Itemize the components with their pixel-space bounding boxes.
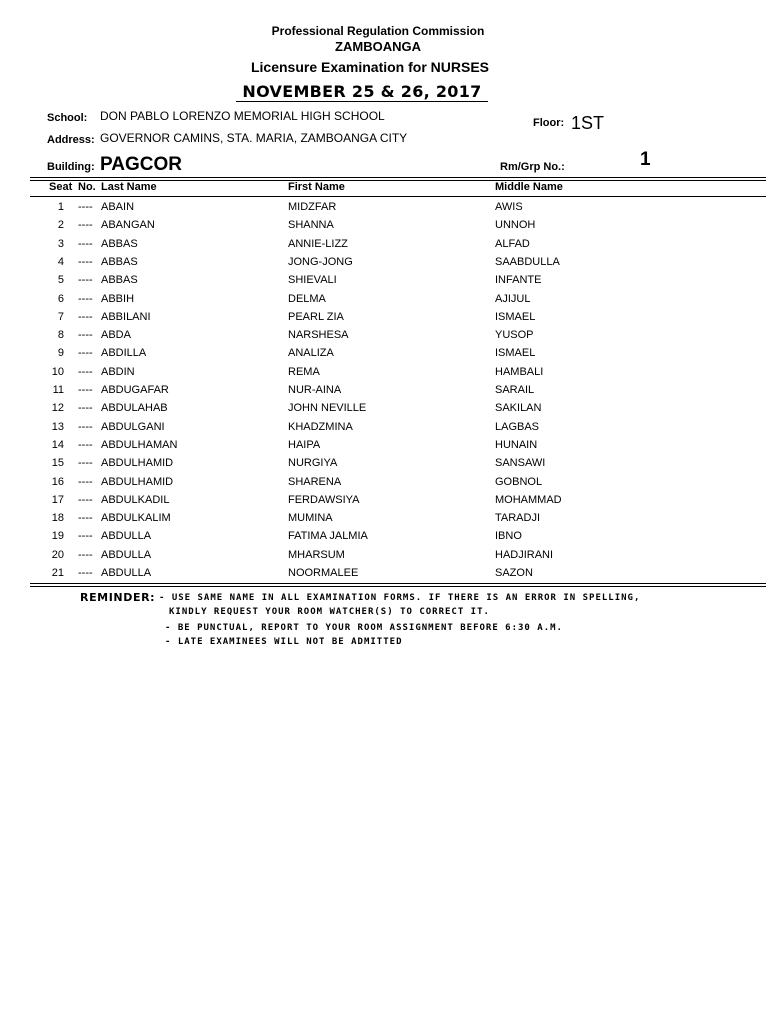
no-cell: ----	[78, 420, 93, 433]
seat-cell: 4	[57, 255, 64, 268]
address-label: Address:	[47, 134, 95, 146]
table-row	[0, 494, 768, 512]
floor-label: Floor:	[533, 117, 565, 129]
seat-cell: 3	[57, 237, 64, 250]
seat-cell: 17	[51, 493, 64, 506]
first-name-cell: MUMINA	[288, 512, 333, 525]
col-header-no: No.	[78, 181, 96, 193]
table-row	[0, 256, 768, 274]
reminder-line-1: - USE SAME NAME IN ALL EXAMINATION FORMS. IF THERE IS AN ERROR IN SPELLING,	[159, 593, 641, 603]
seat-cell: 12	[51, 402, 64, 415]
middle-name-cell: SAKILAN	[495, 402, 542, 415]
last-name-cell: ABDULGANI	[101, 420, 165, 433]
last-name-cell: ABDULKALIM	[101, 512, 171, 525]
org-name: Professional Regulation Commission	[271, 24, 485, 38]
table-row	[0, 402, 768, 420]
table-row	[0, 476, 768, 494]
first-name-cell: NARSHESA	[288, 329, 349, 342]
last-name-cell: ABDULHAMID	[101, 457, 174, 470]
building-label: Building:	[47, 161, 95, 173]
room-value: 1	[640, 149, 651, 170]
last-name-cell: ABDULLA	[101, 530, 152, 543]
seat-cell: 2	[57, 219, 64, 232]
table-row	[0, 219, 768, 237]
no-cell: ----	[78, 402, 93, 415]
table-row	[0, 311, 768, 329]
table-row	[0, 366, 768, 384]
last-name-cell: ABANGAN	[101, 219, 155, 232]
middle-name-cell: SAZON	[495, 567, 533, 579]
first-name-cell: FERDAWSIYA	[288, 493, 360, 506]
table-row	[0, 512, 768, 530]
first-name-cell: SHARENA	[288, 475, 342, 488]
first-name-cell: NUR-AINA	[288, 384, 342, 396]
reminder-line-2: KINDLY REQUEST YOUR ROOM WATCHER(S) TO CORRECT IT.	[169, 607, 490, 617]
table-bottom-rule-2	[30, 586, 766, 587]
table-row	[0, 439, 768, 457]
table-bottom-rule	[30, 583, 766, 584]
middle-name-cell: TARADJI	[495, 512, 541, 525]
middle-name-cell: ALFAD	[495, 237, 530, 250]
middle-name-cell: HADJIRANI	[495, 548, 554, 561]
table-row	[0, 384, 768, 402]
school-value: DON PABLO LORENZO MEMORIAL HIGH SCHOOL	[100, 109, 385, 123]
last-name-cell: ABDULHAMAN	[101, 438, 178, 451]
first-name-cell: ANNIE-LIZZ	[288, 237, 348, 250]
no-cell: ----	[78, 219, 93, 232]
no-cell: ----	[78, 292, 93, 305]
seat-cell: 15	[51, 457, 64, 470]
building-value: PAGCOR	[100, 154, 182, 175]
col-header-first-name: First Name	[288, 181, 345, 193]
first-name-cell: DELMA	[288, 292, 326, 305]
exam-title: Licensure Examination for NURSES	[250, 59, 490, 75]
last-name-cell: ABDILLA	[101, 347, 147, 360]
first-name-cell: MHARSUM	[288, 548, 345, 561]
no-cell: ----	[78, 347, 93, 360]
first-name-cell: SHANNA	[288, 219, 334, 232]
seat-cell: 8	[57, 329, 64, 342]
seat-cell: 19	[51, 530, 64, 543]
last-name-cell: ABDIN	[101, 365, 135, 378]
first-name-cell: NOORMALEE	[288, 567, 359, 579]
date-underline	[236, 101, 488, 102]
middle-name-cell: SARAIL	[495, 384, 535, 396]
reminder-label: REMINDER:	[80, 591, 156, 604]
middle-name-cell: SAABDULLA	[495, 255, 560, 268]
seat-cell: 21	[51, 567, 64, 579]
seat-cell: 7	[57, 310, 64, 323]
middle-name-cell: AJIJUL	[495, 292, 531, 305]
first-name-cell: FATIMA JALMIA	[288, 530, 368, 543]
no-cell: ----	[78, 274, 93, 287]
reminder-line-4: - LATE EXAMINEES WILL NOT BE ADMITTED	[165, 637, 403, 647]
exam-date: NOVEMBER 25 & 26, 2017	[242, 82, 482, 101]
seat-cell: 18	[51, 512, 64, 525]
last-name-cell: ABDULLA	[101, 567, 152, 579]
last-name-cell: ABBIH	[101, 292, 135, 305]
col-header-last-name: Last Name	[101, 181, 157, 193]
middle-name-cell: GOBNOL	[495, 475, 543, 488]
school-label: School:	[47, 112, 88, 124]
table-row	[0, 329, 768, 347]
first-name-cell: KHADZMINA	[288, 420, 353, 433]
middle-name-cell: HAMBALI	[495, 365, 544, 378]
seat-cell: 6	[57, 292, 64, 305]
middle-name-cell: ISMAEL	[495, 310, 536, 323]
no-cell: ----	[78, 475, 93, 488]
middle-name-cell: AWIS	[495, 201, 523, 213]
first-name-cell: SHIEVALI	[288, 274, 337, 287]
last-name-cell: ABBAS	[101, 237, 138, 250]
col-header-seat: Seat	[49, 181, 73, 193]
first-name-cell: REMA	[288, 365, 320, 378]
no-cell: ----	[78, 530, 93, 543]
table-row	[0, 530, 768, 548]
last-name-cell: ABDULKADIL	[101, 493, 170, 506]
first-name-cell: ANALIZA	[288, 347, 334, 360]
no-cell: ----	[78, 237, 93, 250]
first-name-cell: HAIPA	[288, 438, 321, 451]
no-cell: ----	[78, 512, 93, 525]
middle-name-cell: UNNOH	[495, 219, 536, 232]
seat-cell: 10	[51, 365, 64, 378]
no-cell: ----	[78, 493, 93, 506]
seat-cell: 11	[52, 384, 64, 396]
first-name-cell: NURGIYA	[288, 457, 338, 470]
last-name-cell: ABDA	[101, 329, 131, 342]
no-cell: ----	[78, 567, 93, 579]
first-name-cell: PEARL ZIA	[288, 310, 344, 323]
last-name-cell: ABBAS	[101, 255, 138, 268]
header-bottom-rule	[30, 196, 766, 197]
no-cell: ----	[78, 201, 93, 213]
last-name-cell: ABDUGAFAR	[101, 384, 169, 396]
seat-cell: 1	[57, 201, 64, 213]
middle-name-cell: HUNAIN	[495, 438, 538, 451]
table-row	[0, 238, 768, 256]
last-name-cell: ABBILANI	[101, 310, 151, 323]
no-cell: ----	[78, 457, 93, 470]
no-cell: ----	[78, 365, 93, 378]
last-name-cell: ABBAS	[101, 274, 138, 287]
table-row	[0, 347, 768, 365]
middle-name-cell: LAGBAS	[495, 420, 540, 433]
last-name-cell: ABDULLA	[101, 548, 152, 561]
no-cell: ----	[78, 384, 93, 396]
seat-cell: 14	[51, 438, 64, 451]
table-row	[0, 457, 768, 475]
table-row	[0, 421, 768, 439]
floor-value: 1ST	[571, 113, 605, 133]
no-cell: ----	[78, 329, 93, 342]
first-name-cell: MIDZFAR	[288, 201, 337, 213]
last-name-cell: ABAIN	[101, 201, 135, 213]
middle-name-cell: YUSOP	[495, 329, 534, 342]
seat-cell: 9	[57, 347, 64, 360]
no-cell: ----	[78, 310, 93, 323]
middle-name-cell: MOHAMMAD	[495, 493, 562, 506]
table-row	[0, 549, 768, 567]
first-name-cell: JOHN NEVILLE	[288, 402, 367, 415]
table-row	[0, 201, 768, 219]
no-cell: ----	[78, 438, 93, 451]
no-cell: ----	[78, 548, 93, 561]
middle-name-cell: IBNO	[495, 530, 522, 543]
middle-name-cell: ISMAEL	[495, 347, 536, 360]
table-row	[0, 274, 768, 292]
no-cell: ----	[78, 255, 93, 268]
last-name-cell: ABDULAHAB	[101, 402, 168, 415]
seat-cell: 13	[51, 420, 64, 433]
room-label: Rm/Grp No.:	[500, 161, 565, 173]
reminder-line-3: - BE PUNCTUAL, REPORT TO YOUR ROOM ASSIGNMENT BEFORE 6:30 A.M.	[165, 623, 563, 633]
middle-name-cell: SANSAWI	[495, 457, 546, 470]
middle-name-cell: INFANTE	[495, 274, 542, 287]
last-name-cell: ABDULHAMID	[101, 475, 174, 488]
first-name-cell: JONG-JONG	[288, 255, 353, 268]
table-top-rule	[30, 177, 766, 178]
address-value: GOVERNOR CAMINS, STA. MARIA, ZAMBOANGA CITY	[100, 131, 408, 145]
seat-cell: 16	[51, 475, 64, 488]
seat-cell: 5	[57, 274, 64, 287]
col-header-middle-name: Middle Name	[495, 181, 563, 193]
seat-cell: 20	[51, 548, 64, 561]
region-name: ZAMBOANGA	[335, 39, 421, 54]
table-row	[0, 293, 768, 311]
